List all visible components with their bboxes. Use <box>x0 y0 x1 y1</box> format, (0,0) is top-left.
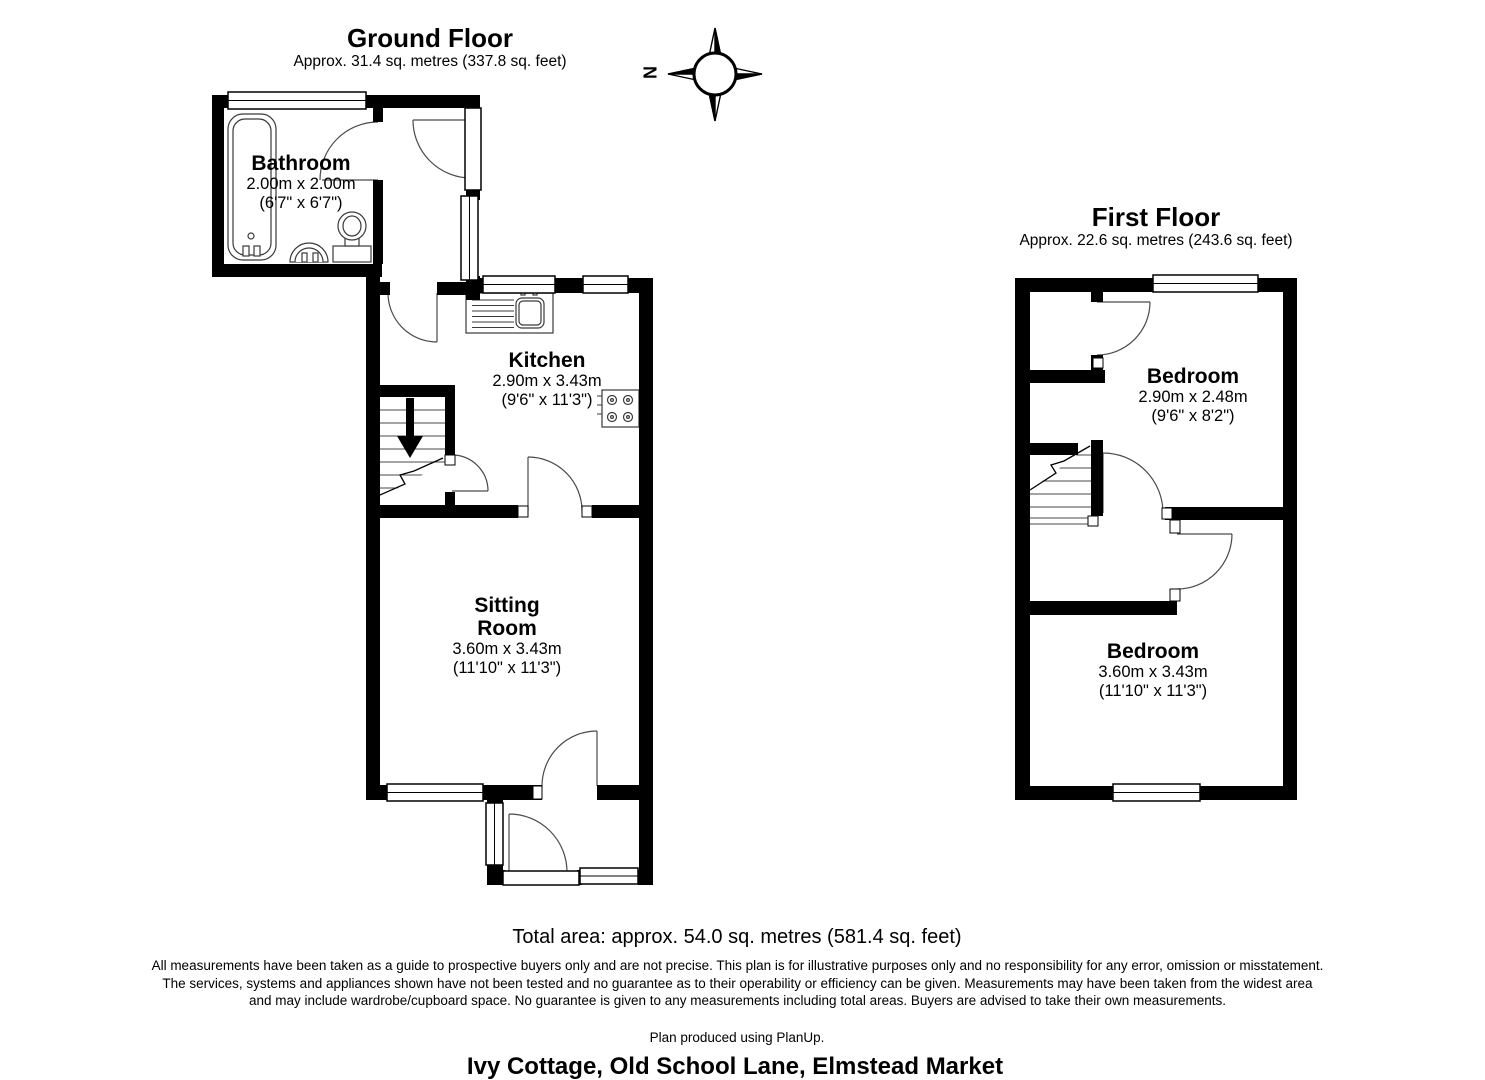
room-label-kitchen <box>457 349 637 410</box>
kitchen-sitting-room-door <box>528 457 582 511</box>
disclaimer-text: All measurements have been taken as a guide to prospective buyers only and are not precise. This plan is for illustrative purposes only and no responsibility for any error, omission or misstatement. The services, systems and appliances shown have not been tested and no guarantee as to their operability or efficiency can be given. Measurements may have been taken from the widest area and may include wardrobe/cupboard space. No guarantee is given to any measurements including total areas. Buyers are advised to take their own measurements. <box>151 958 1324 1009</box>
room-name: Kitchen <box>508 349 586 372</box>
room-label-bedroom-1 <box>1103 365 1283 426</box>
first-floor-walls <box>1015 278 1297 800</box>
landing-door <box>1103 453 1163 513</box>
room-name: Bedroom <box>1106 640 1200 663</box>
plan-credit-text: Plan produced using PlanUp. <box>649 1030 825 1045</box>
room-name: Bathroom <box>251 152 351 175</box>
room-name: Bedroom <box>1146 365 1240 388</box>
bedroom1-door <box>1097 302 1150 355</box>
porch-entrance-door <box>509 814 567 872</box>
sitting-room-porch-door <box>542 731 597 786</box>
compass-north-label: N <box>640 66 661 79</box>
ground-floor-title: Ground Floor <box>346 23 514 53</box>
ground-floor-subtitle: Approx. 31.4 sq. metres (337.8 sq. feet) <box>293 53 567 70</box>
hall-door <box>388 293 437 342</box>
room-dims-metric: 3.60m x 3.43m <box>1098 663 1208 681</box>
room-dims-metric: 2.90m x 2.48m <box>1138 388 1248 406</box>
room-dims-metric: 2.00m x 2.00m <box>246 175 356 193</box>
room-dims-imperial: (9'6" x 8'2") <box>1151 407 1235 425</box>
toilet-icon <box>333 212 371 262</box>
stairs-door <box>452 455 488 491</box>
property-address-title: Ivy Cottage, Old School Lane, Elmstead Market <box>466 1053 1004 1080</box>
bedroom2-door <box>1177 534 1232 589</box>
first-floor-title: First Floor <box>1091 202 1221 232</box>
room-dims-imperial: (11'10" x 11'3") <box>452 659 562 677</box>
first-floor-subtitle: Approx. 22.6 sq. metres (243.6 sq. feet) <box>1019 232 1293 249</box>
room-label-sitting-room <box>417 594 597 678</box>
room-label-bedroom-2 <box>1063 640 1243 701</box>
first-floor-windows <box>1113 275 1258 801</box>
room-dims-metric: 2.90m x 3.43m <box>492 372 602 390</box>
front-door <box>413 120 471 178</box>
room-label-bathroom <box>211 152 391 213</box>
first-floor-plan <box>1015 275 1297 801</box>
compass-icon <box>668 28 762 121</box>
room-dims-imperial: (6'7" x 6'7") <box>259 194 343 212</box>
total-area-text: Total area: approx. 54.0 sq. metres (581.4 sq. feet) <box>512 926 962 948</box>
room-name: Sitting Room <box>474 594 540 640</box>
room-dims-metric: 3.60m x 3.43m <box>452 640 562 658</box>
sink-icon <box>290 243 328 262</box>
room-dims-imperial: (9'6" x 11'3") <box>501 391 593 409</box>
room-dims-imperial: (11'10" x 11'3") <box>1098 682 1208 700</box>
